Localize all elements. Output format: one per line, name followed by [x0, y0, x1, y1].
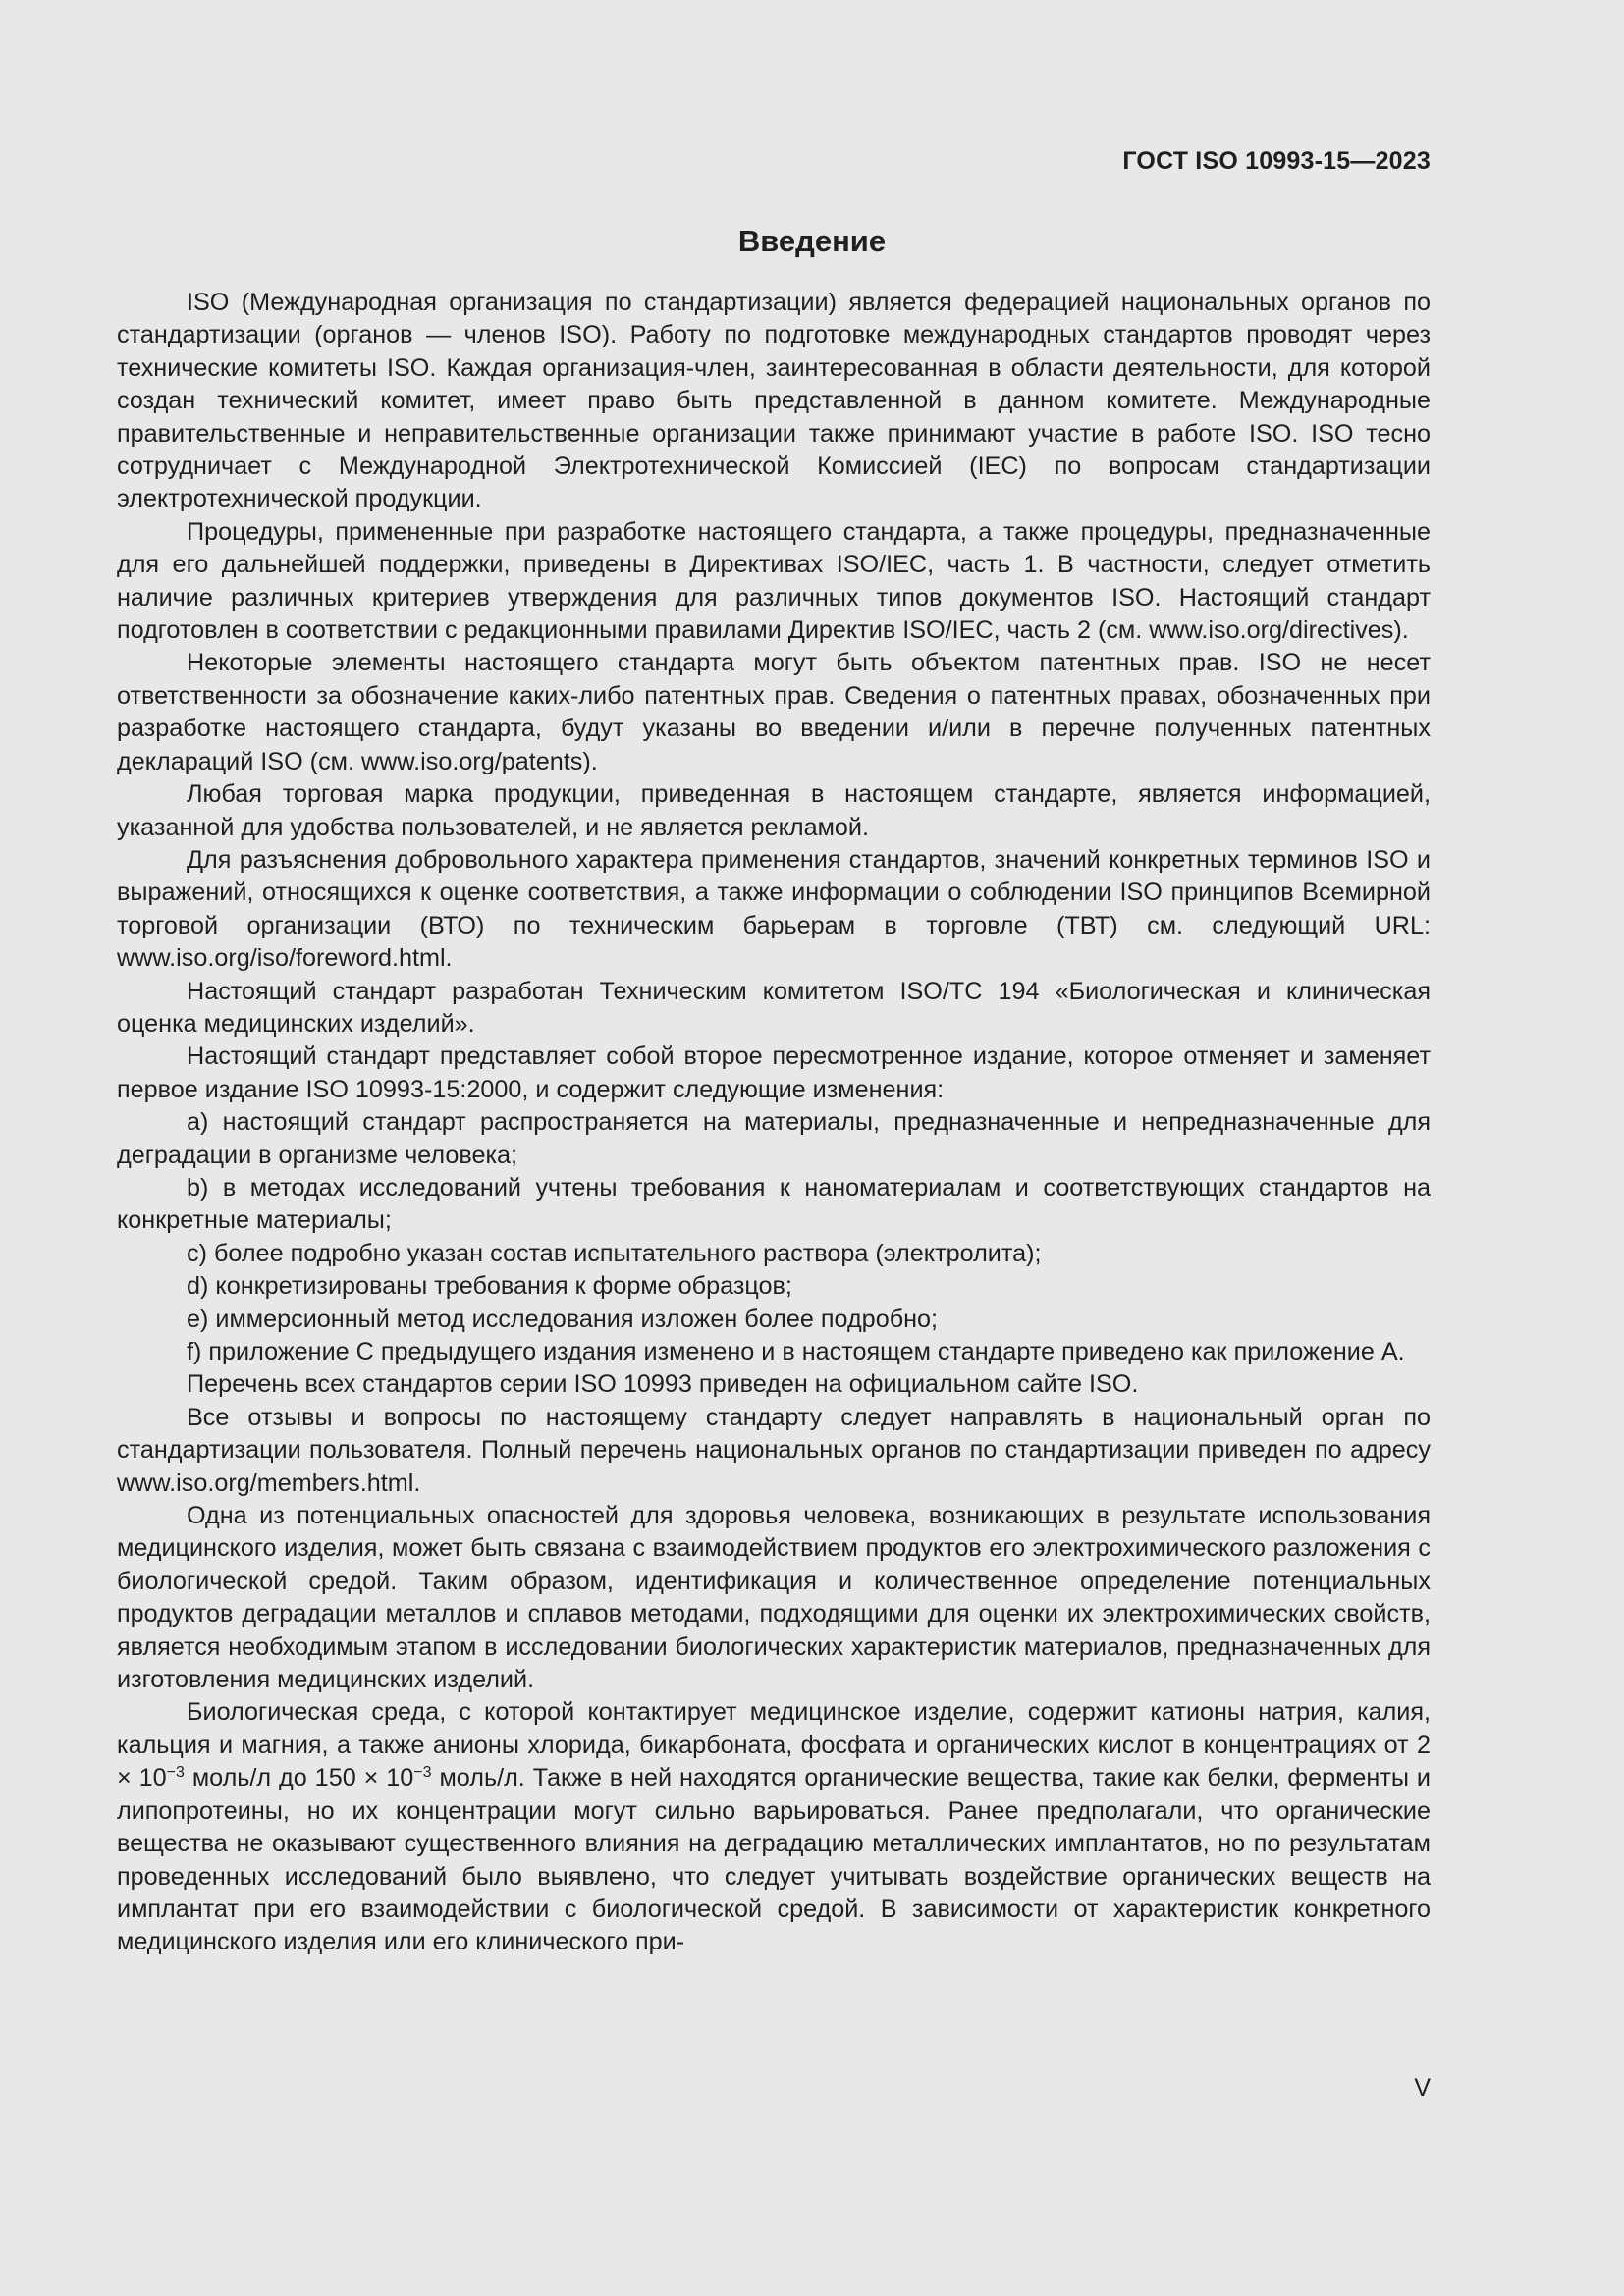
page-number: V — [1414, 2074, 1431, 2102]
list-item-e: e) иммерсионный метод исследования изложен более подробно; — [187, 1305, 939, 1333]
document-header: ГОСТ ISO 10993-15—2023 — [1122, 147, 1431, 175]
paragraph-series-list: Перечень всех стандартов серии ISO 10993 приведен на официальном сайте ISO. — [187, 1370, 1139, 1399]
list-item-c: c) более подробно указан состав испытательного раствора (электролита); — [187, 1239, 1042, 1267]
exponent: −3 — [166, 1764, 185, 1782]
paragraph-biological-medium — [117, 1696, 1431, 1958]
text-fragment: Биологическая среда, с которой контактирует медицинское изделие, содержит катионы натрия, калия, кальция и магния, а также анионы хлорида, бикарбоната, фосфата и органических кислот в концентрациях от 2 × 10 — [117, 1698, 1431, 1792]
document-body — [117, 287, 1431, 1959]
section-title: Введение — [737, 224, 887, 258]
list-item-d: d) конкретизированы требования к форме образцов; — [187, 1272, 792, 1301]
paragraph-procedures: Процедуры, примененные при разработке настоящего стандарта, а также процедуры, предназначенные для его дальнейшей поддержки, приведены в Директивах ISO/IEC, часть 1. В частности, следует отметить наличие различных критериев утверждения для различных типов документов ISO. Настоящий стандарт подготовлен в соответствии с редакционными правилами Директив ISO/IEC, часть 2 (см. www.iso.org/directives). — [117, 517, 1431, 645]
paragraph-feedback: Все отзывы и вопросы по настоящему стандарту следует направлять в национальный орган по стандартизации пользователя. Полный перечень национальных органов по стандартизации приведен по адресу www.iso.org/members.html. — [117, 1403, 1431, 1497]
list-item-a: a) настоящий стандарт распространяется на материалы, предназначенные и непредназначенные для деградации в организме человека; — [117, 1108, 1431, 1169]
paragraph-iso-intro: ISO (Международная организация по стандартизации) является федерацией национальных органов по стандартизации (органов — членов ISO). Работу по подготовке международных стандартов проводят через технические комитеты ISO. Каждая организация-член, заинтересованная в области деятельности, для которой создан технический комитет, имеет право быть представленной в данном комитете. Международные правительственные и неправительственные организации также принимают участие в работе ISO. ISO тесно сотрудничает с Международной Электротехнической Комиссией (IEC) по вопросам стандартизации электротехнической продукции. — [117, 289, 1431, 513]
paragraph-trademark: Любая торговая марка продукции, приведенная в настоящем стандарте, является информацией, указанной для удобства пользователей, и не является рекламой. — [117, 780, 1431, 841]
list-item-b: b) в методах исследований учтены требования к наноматериалам и соответствующих стандартов на конкретные материалы; — [117, 1173, 1431, 1235]
paragraph-patents: Некоторые элементы настоящего стандарта могут быть объектом патентных прав. ISO не несет ответственности за обозначение каких-либо патентных прав. Сведения о патентных правах, обозначенных при разработке настоящего стандарта, будут указаны во введении и/или в перечне полученных патентных деклараций ISO (см. www.iso.org/patents). — [117, 649, 1431, 775]
list-item-f: f) приложение С предыдущего издания изменено и в настоящем стандарте приведено как приложение А. — [187, 1338, 1405, 1365]
exponent: −3 — [413, 1764, 432, 1782]
text-fragment: моль/л до 150 × 10 — [184, 1764, 414, 1792]
text-fragment: моль/л. Также в ней находятся органические вещества, такие как белки, ферменты и липопротеины, но их концентрации могут сильно варьироваться. Ранее предполагали, что органические вещества не оказывают существенного влияния на деградацию металлических имплантатов, но по результатам проведенных исследований было выявлено, что следует учитывать воздействие органических веществ на имплантат при его взаимодействии с биологической средой. В зависимости от характеристик конкретного медицинского изделия или его клинического при- — [117, 1764, 1431, 1956]
paragraph-revision: Настоящий стандарт представляет собой второе пересмотренное издание, которое отменяет и заменяет первое издание ISO 10993-15:2000, и содержит следующие изменения: — [117, 1042, 1431, 1103]
paragraph-voluntary: Для разъяснения добровольного характера применения стандартов, значений конкретных терминов ISO и выражений, относящихся к оценке соответствия, а также информации о соблюдении ISO принципов Всемирной торговой организации (ВТО) по техническим барьерам в торговле (ТВТ) см. следующий URL: www.iso.org/iso/foreword.html. — [117, 845, 1431, 973]
paragraph-hazards: Одна из потенциальных опасностей для здоровья человека, возникающих в результате использования медицинского изделия, может быть связана с взаимодействием продуктов его электрохимического разложения с биологической средой. Таким образом, идентификация и количественное определение потенциальных продуктов деградации металлов и сплавов методами, подходящими для оценки их электрохимических свойств, является необходимым этапом в исследовании биологических характеристик материалов, предназначенных для изготовления медицинских изделий. — [117, 1502, 1431, 1694]
paragraph-committee: Настоящий стандарт разработан Техническим комитетом ISO/TC 194 «Биологическая и клиническая оценка медицинских изделий». — [117, 977, 1431, 1038]
